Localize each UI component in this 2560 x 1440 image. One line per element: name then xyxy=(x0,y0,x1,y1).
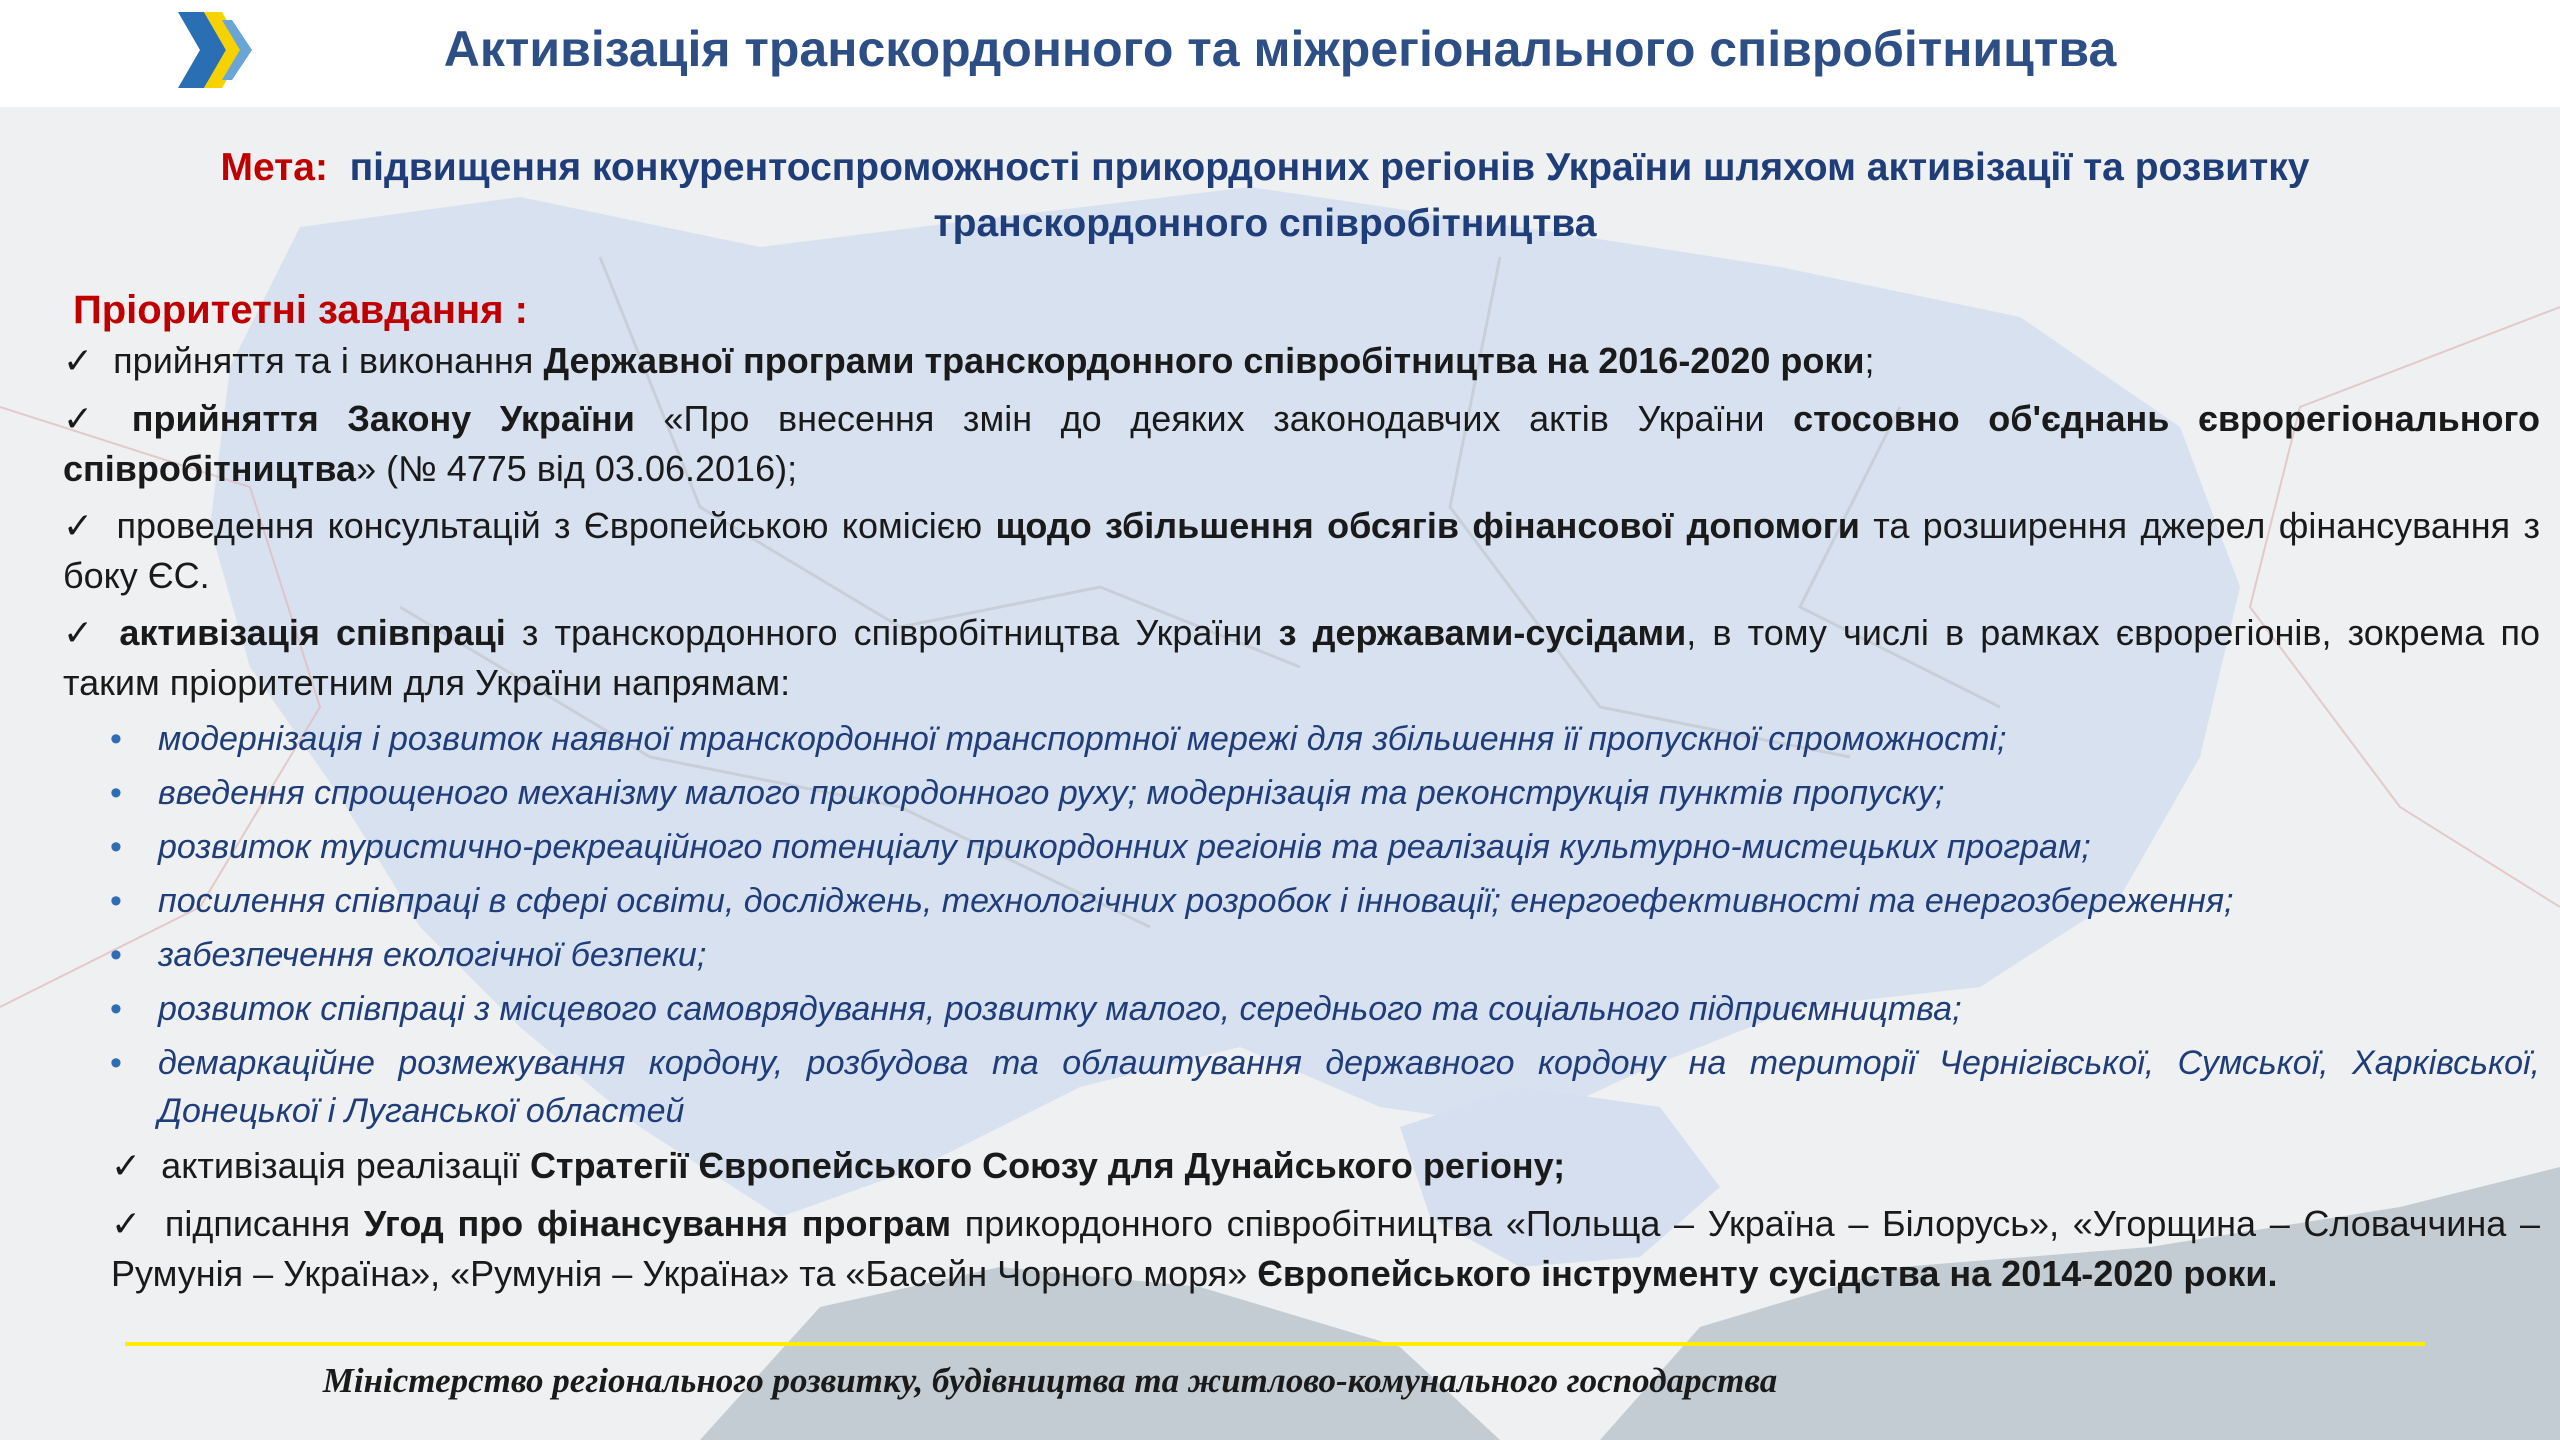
list-item: • введення спрощеного механізму малого прикордонного руху; модернізація та реконструкція пунктів пропуску; xyxy=(158,769,2540,817)
priorities-heading: Пріоритетні завдання : xyxy=(73,288,528,332)
task-item: ✓ активізація реалізації Стратегії Європейського Союзу для Дунайського регіону; xyxy=(111,1145,1566,1187)
task-item: ✓ підписання Угод про фінансування програм прикордонного співробітництва «Польща – Україна – Білорусь», «Угорщина – Словаччина – Румунія – Україна», «Румунія – Україна» та «Басейн Чорного моря» Європейського інструменту сусідства на 2014-2020 роки. xyxy=(111,1203,2540,1294)
list-item: • розвиток співпраці з місцевого самоврядування, розвитку малого, середнього та соціального підприємництва; xyxy=(158,985,2540,1033)
goal-label: Мета: xyxy=(220,146,328,189)
bullet-icon: • xyxy=(110,882,122,920)
task-item: ✓ активізація співпраці з транскордонного співробітництва України з державами-сусідами, в тому числі в рамках єврорегіонів, зокрема по таким пріоритетним для України напрямам: xyxy=(63,612,2540,703)
goal-text: підвищення конкурентоспроможності прикордонних регіонів України шляхом активізації та розвитку транскордонного співробітництва xyxy=(349,146,2310,245)
bullet-icon: • xyxy=(110,774,122,812)
checkmark-icon: ✓ xyxy=(111,1146,142,1187)
page-title: Активізація транскордонного та міжрегіонального співробітництва xyxy=(443,21,2117,77)
list-item: • посилення співпраці в сфері освіти, досліджень, технологічних розробок і інновації; енергоефективності та енергозбереження; xyxy=(158,877,2540,925)
checkmark-icon: ✓ xyxy=(63,506,97,547)
bullet-icon: • xyxy=(110,720,122,758)
header-bar xyxy=(0,0,2560,107)
checkmark-icon: ✓ xyxy=(111,1204,145,1245)
footer-divider xyxy=(125,1342,2425,1346)
bullet-icon: • xyxy=(110,1044,122,1082)
checkmark-icon: ✓ xyxy=(63,613,100,654)
chevron-arrows-logo-icon xyxy=(170,8,260,92)
list-item: • модернізація і розвиток наявної транскордонної транспортної мережі для збільшення її пропускної спроможності; xyxy=(158,715,2540,763)
list-item: • розвиток туристично-рекреаційного потенціалу прикордонних регіонів та реалізація культурно-мистецьких програм; xyxy=(158,823,2540,871)
task-item: ✓ прийняття та і виконання Державної програми транскордонного співробітництва на 2016-2020 роки; xyxy=(63,340,1875,382)
priority-tasks xyxy=(63,336,2540,1306)
checkmark-icon: ✓ xyxy=(63,399,112,440)
list-item: • забезпечення екологічної безпеки; xyxy=(158,931,2540,979)
goal-statement xyxy=(120,140,2410,252)
directions-list xyxy=(63,715,2540,1135)
bullet-icon: • xyxy=(110,936,122,974)
task-item: ✓ прийняття Закону України «Про внесення змін до деяких законодавчих актів України стосовно об'єднань єврорегіонального співробітництва» (№ 4775 від 03.06.2016); xyxy=(63,398,2541,489)
checkmark-icon: ✓ xyxy=(63,341,94,382)
bullet-icon: • xyxy=(110,990,122,1028)
list-item: • демаркаційне розмежування кордону, розбудова та облаштування державного кордону на території Чернігівської, Сумської, Харківської, Донецької і Луганської областей xyxy=(158,1039,2540,1135)
bullet-icon: • xyxy=(110,828,122,866)
task-item: ✓ проведення консультацій з Європейською комісією щодо збільшення обсягів фінансової допомоги та розширення джерел фінансування з боку ЄС. xyxy=(63,505,2540,596)
footer-ministry: Міністерство регіонального розвитку, будівництва та житлово-комунального господарства xyxy=(322,1361,1778,1400)
